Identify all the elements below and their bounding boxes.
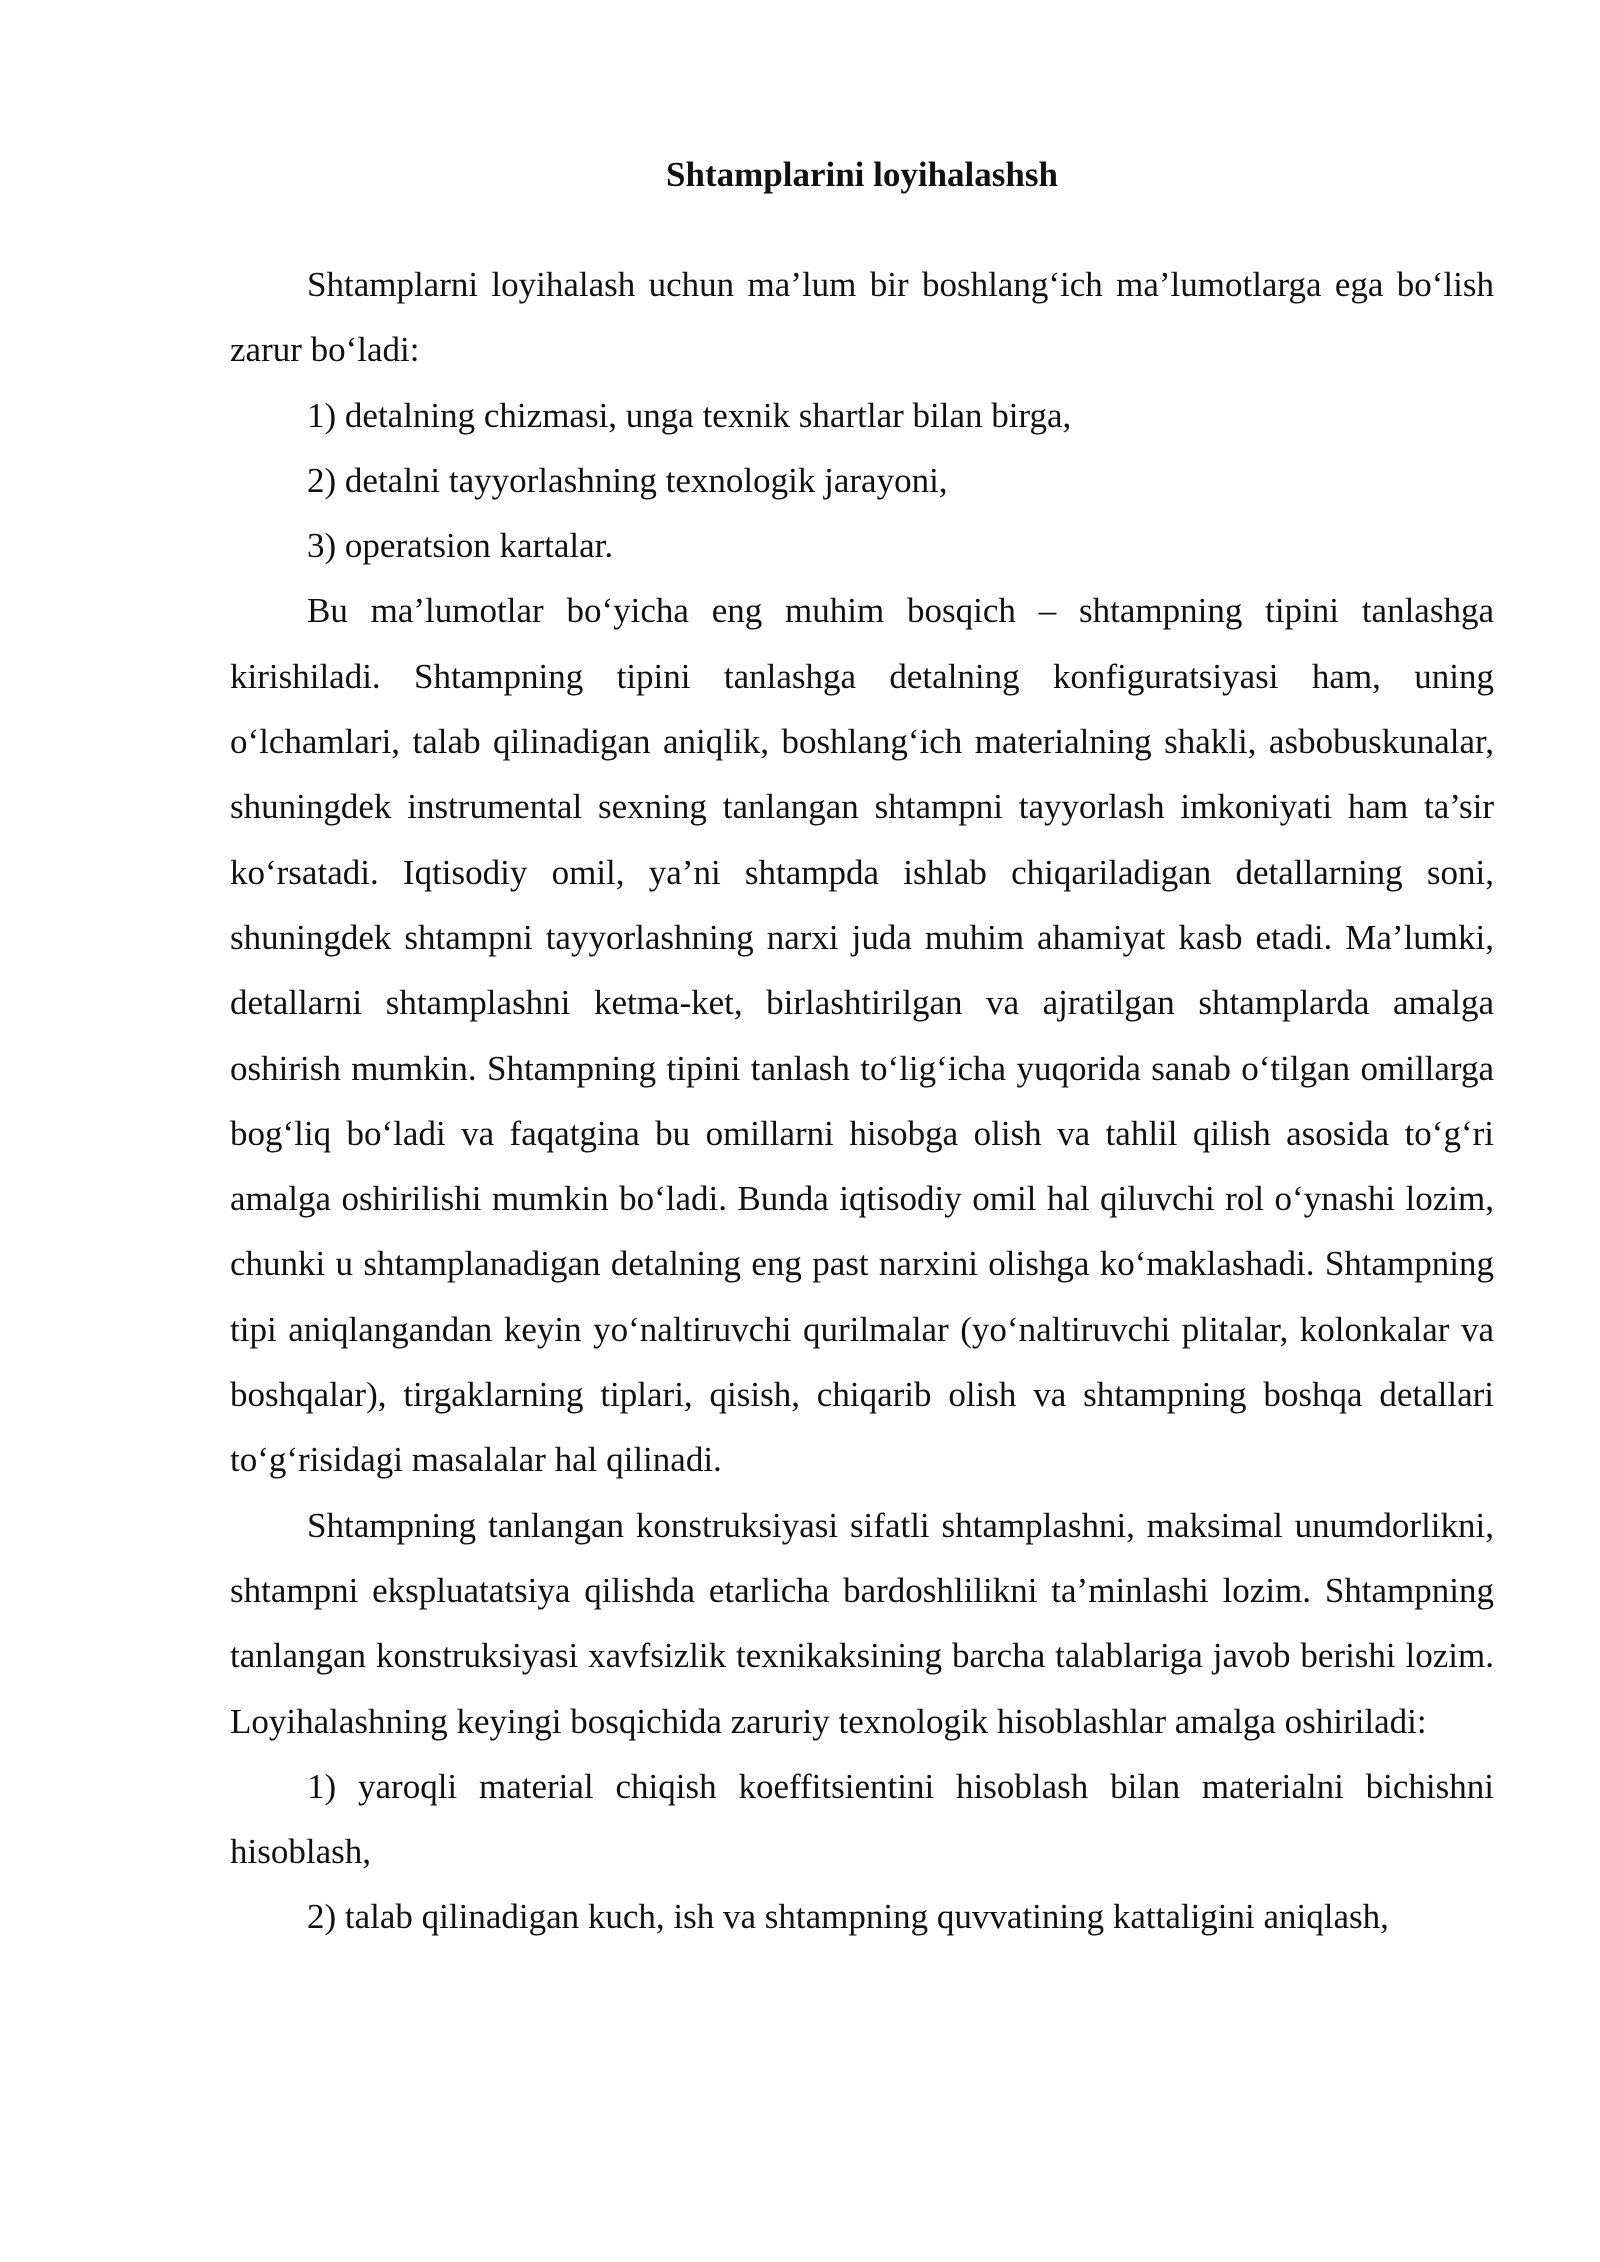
document-title: Shtamplarini loyihalashsh bbox=[666, 155, 1058, 194]
paragraph-body: Shtampning tanlangan konstruksiyasi sifatli shtamplashni, maksimal unumdorlikni, shtampni ekspluatatsiya qilishda etarlicha bardoshlilikni ta’minlashi lozim. Shtampning tanlangan konstruksiyasi xavfsizlik texnikaksining barcha talablariga javob berishi lozim. Loyihalashning keyingi bosqichida zaruriy texnologik hisoblashlar amalga oshiriladi: bbox=[230, 1505, 1494, 1741]
list-item: 2) detalni tayyorlashning texnologik jarayoni, bbox=[307, 460, 948, 500]
list-item: 1) yaroqli material chiqish koeffitsientini hisoblash bilan materialni bichishni hisoblash, bbox=[230, 1766, 1494, 1872]
list-item: 1) detalning chizmasi, unga texnik shartlar bilan birga, bbox=[307, 395, 1072, 435]
paragraph-body: Bu ma’lumotlar bo‘yicha eng muhim bosqich – shtampning tipini tanlashga kirishiladi. Shtampning tipini tanlashga detalning konfiguratsiyasi ham, uning o‘lchamlari, talab qilinadigan aniqlik, boshlang‘ich materialning shakli, asbobuskunalar, shuningdek instrumental sexning tanlangan shtampni tayyorlash imkoniyati ham ta’sir ko‘rsatadi. Iqtisodiy omil, ya’ni shtampda ishlab chiqariladigan detallarning soni, shuningdek shtampni tayyorlashning narxi juda muhim ahamiyat kasb etadi. Ma’lumki, detallarni shtamplashni ketma-ket, birlashtirilgan va ajratilgan shtamplarda amalga oshirish mumkin. Shtampning tipini tanlash to‘lig‘icha yuqorida sanab o‘tilgan omillarga bog‘liq bo‘ladi va faqatgina bu omillarni hisobga olish va tahlil qilish asosida to‘g‘ri amalga oshirilishi mumkin bo‘ladi. Bunda iqtisodiy omil hal qiluvchi rol o‘ynashi lozim, chunki u shtamplanadigan detalning eng past narxini olishga ko‘maklashadi. Shtampning tipi aniqlangandan keyin yo‘naltiruvchi qurilmalar (yo‘naltiruvchi plitalar, kolonkalar va boshqalar), tirgaklarning tiplari, qisish, chiqarib olish va shtampning boshqa detallari to‘g‘risidagi masalalar hal qilinadi. bbox=[230, 591, 1494, 1480]
list-item: 3) operatsion kartalar. bbox=[307, 526, 614, 566]
paragraph-intro: Shtamplarni loyihalash uchun ma’lum bir boshlang‘ich ma’lumotlarga ega bo‘lish zarur bo‘ladi: bbox=[230, 265, 1494, 370]
list-item: 2) talab qilinadigan kuch, ish va shtampning quvvatining kattaligini aniqlash, bbox=[307, 1897, 1389, 1937]
